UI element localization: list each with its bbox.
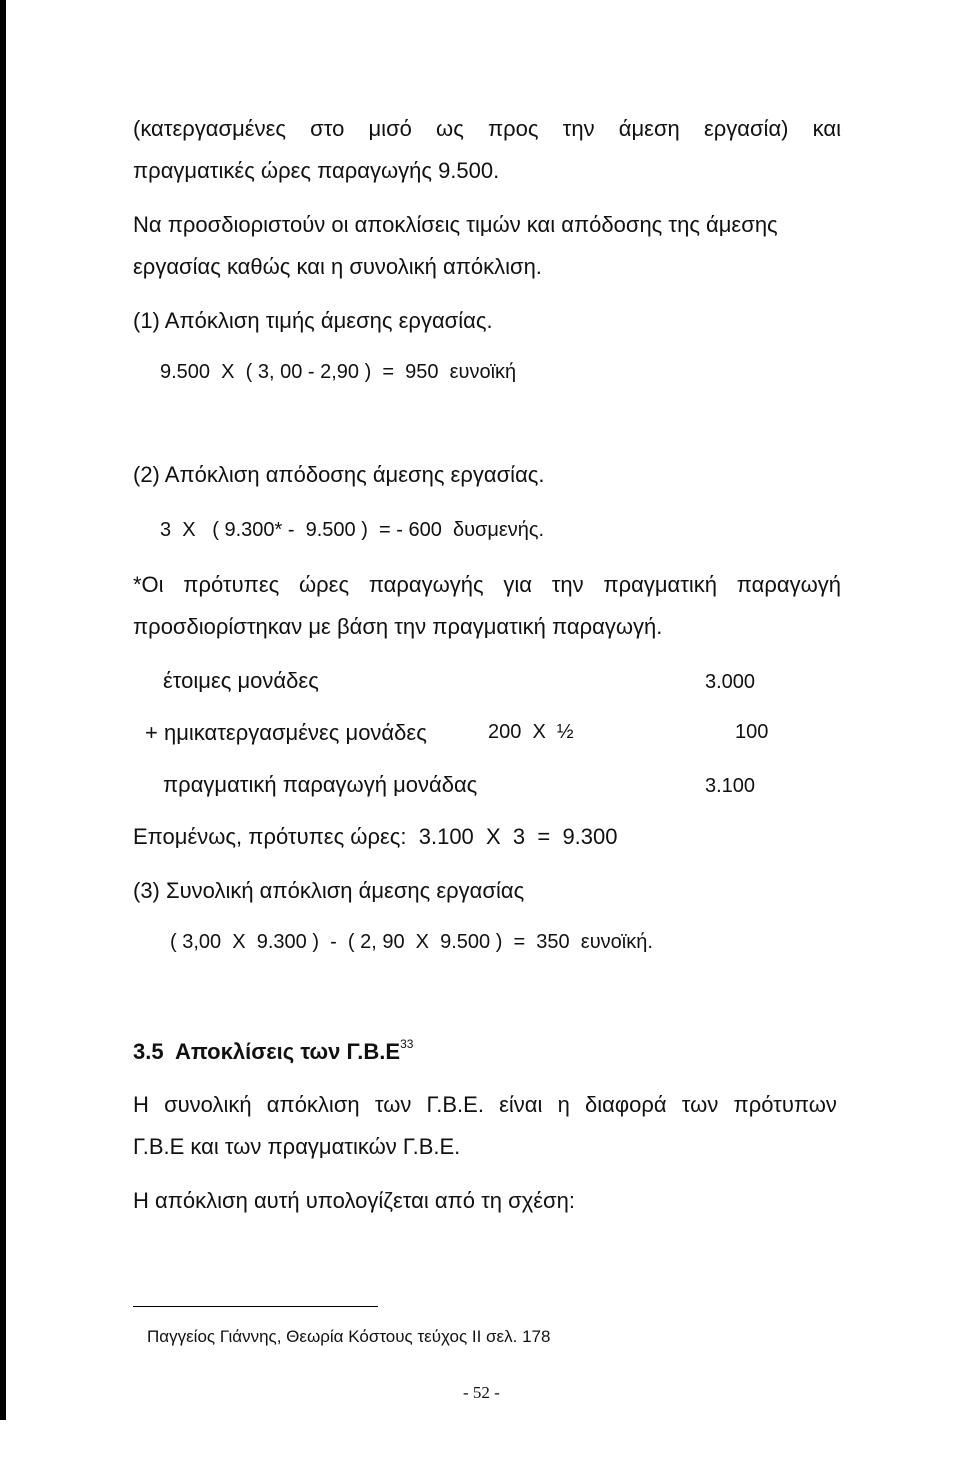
word: *Οι: [133, 572, 164, 597]
paragraph3-line2: Γ.Β.Ε και των πραγματικών Γ.Β.Ε.: [133, 1134, 461, 1159]
word: διαφορά: [585, 1092, 667, 1117]
word: πρότυπων: [733, 1092, 837, 1117]
word: στο: [310, 116, 345, 141]
word: συνολική: [164, 1092, 252, 1117]
word: παραγωγή: [736, 572, 841, 597]
word: πραγματική: [603, 572, 718, 597]
paragraph4: Η απόκλιση αυτή υπολογίζεται από τη σχέση:: [133, 1188, 575, 1213]
word: μισό: [368, 116, 412, 141]
word: των: [374, 1092, 412, 1117]
item2-formula: 3 Χ ( 9.300* - 9.500 ) = - 600 δυσμενής.: [160, 519, 545, 541]
paragraph1-line1: [133, 118, 841, 140]
scan-left-edge: [0, 0, 6, 1420]
section-number: 3.5: [133, 1039, 164, 1064]
item3-formula: ( 3,00 Χ 9.300 ) - ( 2, 90 Χ 9.500 ) = 350 ευνοϊκή.: [170, 931, 653, 953]
word: και: [812, 116, 841, 141]
calc-row-value: 3.000: [705, 671, 756, 693]
hours-line: Επομένως, πρότυπες ώρες: 3.100 Χ 3 = 9.300: [133, 824, 618, 849]
item1-formula: 9.500 Χ ( 3, 00 - 2,90 ) = 950 ευνοϊκή: [160, 361, 517, 383]
word: την: [551, 572, 584, 597]
calc-row-label: πραγματική παραγωγή μονάδας: [163, 772, 478, 797]
footnote-reference: 33: [400, 1037, 414, 1051]
calc-row-middle: 200 Χ ½: [488, 721, 574, 743]
footnote-text: Παγγείος Γιάννης, Θεωρία Κόστους τεύχος ΙΙ σελ. 178: [147, 1327, 551, 1346]
word: για: [503, 572, 532, 597]
item1-heading: (1) Απόκλιση τιμής άμεσης εργασίας.: [133, 308, 493, 333]
word: προς: [487, 116, 539, 141]
word: Η: [133, 1092, 149, 1117]
calc-row-label: έτοιμες μονάδες: [163, 668, 319, 693]
word: εργασία): [703, 116, 789, 141]
calc-row-value: 100: [735, 721, 769, 743]
word: άμεση: [618, 116, 680, 141]
paragraph2-line1: Να προσδιοριστούν οι αποκλίσεις τιμών και απόδοσης της άμεσης: [133, 212, 778, 237]
section-title: Αποκλίσεις των Γ.Β.Ε: [175, 1039, 401, 1064]
footnote-divider: [133, 1306, 378, 1307]
word: ώρες: [298, 572, 350, 597]
note-line2: προσδιορίστηκαν με βάση την πραγματική παραγωγή.: [133, 614, 663, 639]
word: (κατεργασμένες: [133, 116, 286, 141]
paragraph1-line2: πραγματικές ώρες παραγωγής 9.500.: [133, 158, 500, 183]
item3-heading: (3) Συνολική απόκλιση άμεσης εργασίας: [133, 878, 525, 903]
item2-heading: (2) Απόκλιση απόδοσης άμεσης εργασίας.: [133, 462, 545, 487]
word: των: [681, 1092, 719, 1117]
calc-row-label: + ημικατεργασμένες μονάδες: [145, 720, 427, 745]
word: είναι: [499, 1092, 543, 1117]
word: απόκλιση: [266, 1092, 360, 1117]
word: ως: [436, 116, 464, 141]
word: την: [562, 116, 595, 141]
paragraph2-line2: εργασίας καθώς και η συνολική απόκλιση.: [133, 254, 542, 279]
word: Γ.Β.Ε.: [426, 1092, 484, 1117]
page-number: - 52 -: [463, 1383, 500, 1402]
word: πρότυπες: [183, 572, 280, 597]
word: παραγωγής: [368, 572, 484, 597]
section-heading: [133, 1038, 413, 1063]
calc-row-value: 3.100: [705, 775, 756, 797]
word: η: [557, 1092, 570, 1117]
note-line1: [133, 574, 841, 596]
paragraph3-line1: [133, 1094, 837, 1116]
